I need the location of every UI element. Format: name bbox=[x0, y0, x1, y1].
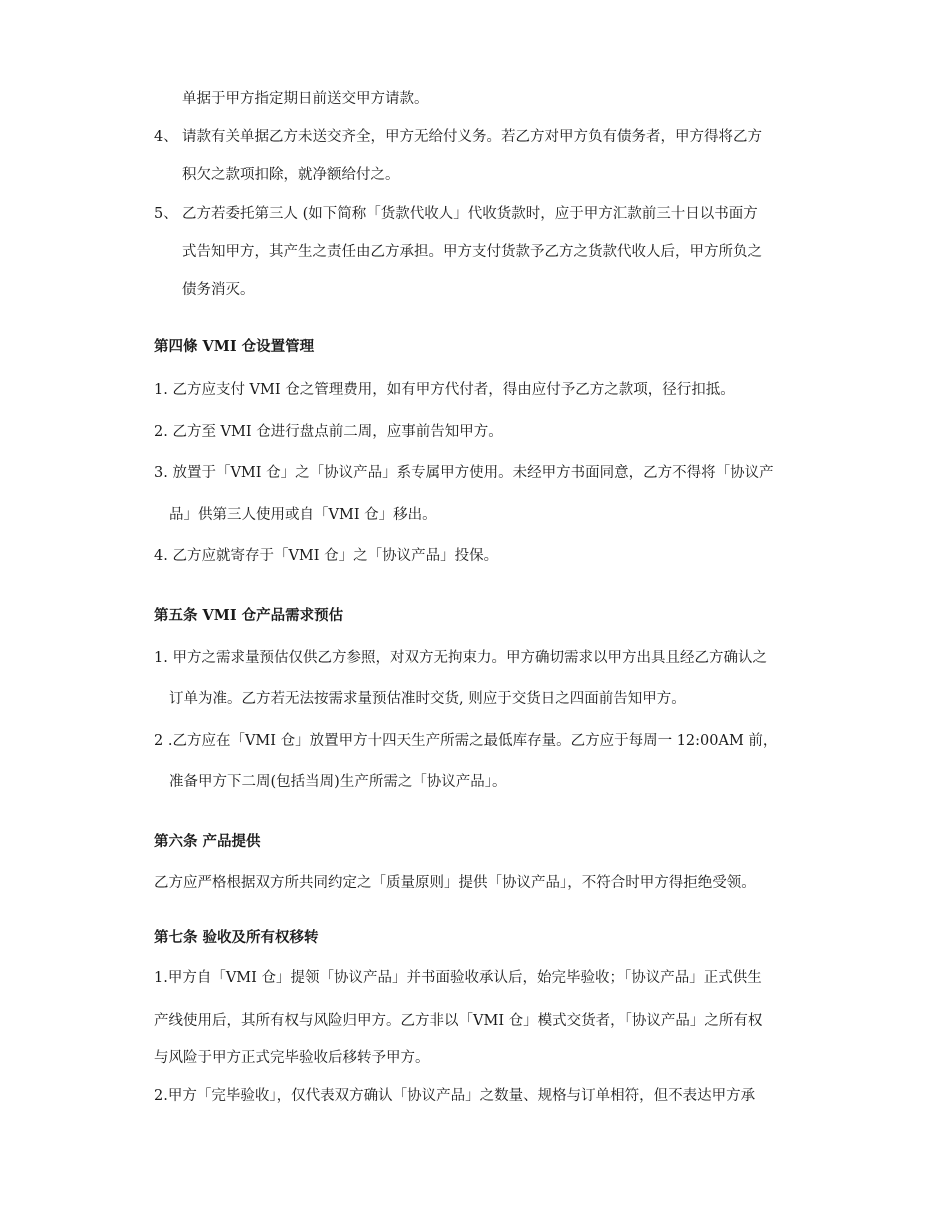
paragraph-line: 2.甲方「完毕验收」，仅代表双方确认「协议产品」之数量、规格与订单相符，但不表达甲方承 bbox=[154, 1088, 756, 1104]
section-heading: 第七条 验收及所有权移转 bbox=[154, 929, 319, 946]
paragraph-line: 1. 乙方应支付 VMI 仓之管理费用，如有甲方代付者，得由应付予乙方之款项，径行扣抵。 bbox=[154, 382, 735, 398]
paragraph-line: 品」供第三人使用或自「VMI 仓」移出。 bbox=[169, 507, 437, 523]
paragraph-line: 准备甲方下二周(包括当周)生产所需之「协议产品」。 bbox=[169, 774, 507, 790]
paragraph-line: 4. 乙方应就寄存于「VMI 仓」之「协议产品」投保。 bbox=[154, 548, 499, 564]
paragraph-line: 订单为准。乙方若无法按需求量预估准时交货, 则应于交货日之四面前告知甲方。 bbox=[169, 691, 686, 707]
section-heading: 第五条 VMI 仓产品需求预估 bbox=[154, 607, 344, 624]
paragraph-line: 债务消灭。 bbox=[182, 282, 255, 298]
list-number: 5、 bbox=[154, 206, 178, 222]
list-number: 4、 bbox=[154, 129, 178, 145]
paragraph-line: 乙方应严格根据双方所共同约定之「质量原则」提供「协议产品」，不符合时甲方得拒绝受领。 bbox=[154, 875, 756, 891]
paragraph-line: 1.甲方自「VMI 仓」提领「协议产品」并书面验收承认后，始完毕验收；「协议产品」正式供生 bbox=[154, 970, 762, 986]
paragraph-line: 式告知甲方，其产生之责任由乙方承担。甲方支付货款予乙方之货款代收人后，甲方所负之 bbox=[182, 244, 762, 260]
paragraph-line: 请款有关单据乙方未送交齐全，甲方无给付义务。若乙方对甲方负有债务者，甲方得将乙方 bbox=[182, 129, 762, 145]
section-heading: 第六条 产品提供 bbox=[154, 833, 261, 850]
paragraph-line: 1. 甲方之需求量预估仅供乙方参照，对双方无拘束力。甲方确切需求以甲方出具且经乙方确认之 bbox=[154, 650, 767, 666]
paragraph-line: 单据于甲方指定期日前送交甲方请款。 bbox=[182, 91, 429, 107]
paragraph-line: 积欠之款项扣除，就净额给付之。 bbox=[182, 167, 400, 183]
paragraph-line: 产线使用后，其所有权与风险归甲方。乙方非以「VMI 仓」模式交货者，「协议产品」之所有权 bbox=[154, 1013, 763, 1029]
paragraph-line: 3. 放置于「VMI 仓」之「协议产品」系专属甲方使用。未经甲方书面同意，乙方不得将「协议产 bbox=[154, 465, 774, 481]
section-heading: 第四條 VMI 仓设置管理 bbox=[154, 338, 315, 355]
paragraph-line: 2 .乙方应在「VMI 仓」放置甲方十四天生产所需之最低库存量。乙方应于每周一 12:00AM 前， bbox=[154, 733, 778, 749]
paragraph-line: 与风险于甲方正式完毕验收后移转予甲方。 bbox=[154, 1050, 430, 1066]
paragraph-line: 乙方若委托第三人 (如下简称「货款代收人」代收货款时，应于甲方汇款前三十日以书面方 bbox=[182, 206, 758, 222]
paragraph-line: 2. 乙方至 VMI 仓进行盘点前二周，应事前告知甲方。 bbox=[154, 424, 503, 440]
